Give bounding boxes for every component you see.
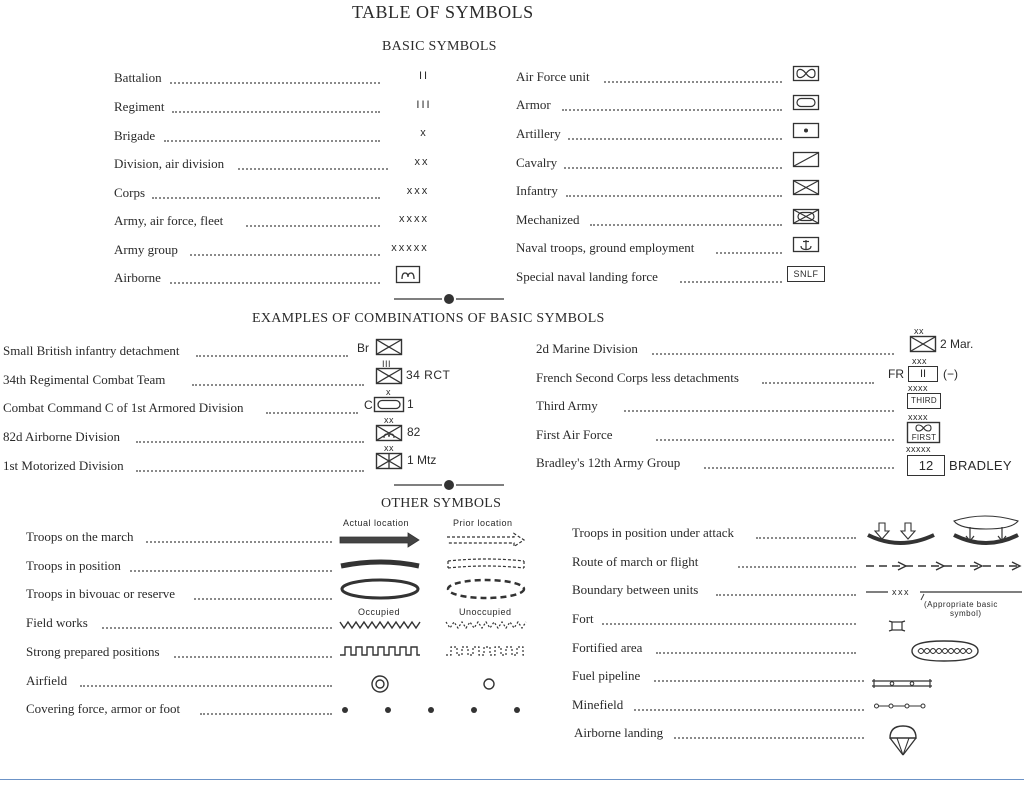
- boundary-note-line-1: (Appropriate basic: [924, 600, 998, 609]
- corps-symbol: xxx: [406, 185, 430, 197]
- combo-text-cc: 1: [407, 397, 414, 411]
- other-label-field-works: Field works: [26, 615, 88, 630]
- combo-echelon-bradley: xxxxx: [906, 444, 931, 454]
- army-group-symbol: xxxxx: [391, 242, 429, 254]
- other-label-airborne-landing: Airborne landing: [574, 725, 664, 740]
- basic-label-snlf: Special naval landing force: [516, 269, 658, 284]
- combo-label-motorized: 1st Motorized Division: [3, 458, 124, 473]
- combo-inner-french: II: [908, 366, 938, 382]
- combo-label-first-af: First Air Force: [536, 427, 613, 442]
- combo-inner-bradley: 12: [907, 455, 945, 476]
- mechanized-icon: [793, 209, 819, 225]
- basic-label-corps: Corps: [114, 185, 146, 200]
- combo-text-bradley: BRADLEY: [949, 458, 1012, 473]
- combo-echelon-cc: x: [386, 387, 391, 397]
- combo-inner-third: THIRD: [907, 393, 941, 409]
- col-occupied: Occupied: [358, 607, 401, 617]
- snlf-symbol: SNLF: [787, 266, 825, 282]
- combo-echelon-marine: xx: [914, 326, 924, 336]
- bivouac-actual-icon: [340, 578, 420, 600]
- combo-prefix-br: Br: [357, 341, 369, 355]
- fuel-pipeline-icon: [872, 678, 934, 690]
- other-label-covering-force: Covering force, armor or foot: [26, 701, 181, 716]
- bivouac-prior-icon: [446, 578, 526, 600]
- combo-echelon-mtz: xx: [384, 443, 394, 453]
- other-label-fort: Fort: [572, 611, 594, 626]
- marine-infantry-icon: [910, 336, 936, 353]
- section-divider-2: [394, 478, 504, 492]
- basic-label-armor: Armor: [516, 97, 551, 112]
- col-prior-location: Prior location: [453, 518, 513, 528]
- col-unoccupied: Unoccupied: [459, 607, 512, 617]
- position-prior-icon: [446, 557, 526, 571]
- airborne-infantry-icon: [376, 425, 402, 442]
- route-of-march-icon: [866, 560, 1020, 572]
- combo-text-mtz: 1 Mtz: [407, 453, 437, 467]
- basic-label-artillery: Artillery: [516, 126, 561, 141]
- other-label-bivouac: Troops in bivouac or reserve: [26, 586, 175, 601]
- combo-echelon-82: xx: [384, 415, 394, 425]
- combo-echelon-french: xxx: [912, 356, 927, 366]
- basic-label-army-group: Army group: [114, 242, 178, 257]
- infantry-icon: [793, 180, 819, 196]
- combo-prefix-fr: FR: [888, 367, 904, 381]
- under-attack-icon: [862, 517, 1022, 551]
- airfield-unoccupied-icon: [479, 674, 499, 694]
- basic-label-cavalry: Cavalry: [516, 155, 558, 170]
- airborne-icon: [396, 266, 420, 284]
- basic-label-division: Division, air division: [114, 156, 225, 171]
- combat-command-armor-icon: [374, 397, 404, 413]
- march-actual-arrow-icon: [340, 533, 420, 547]
- combo-text-marine: 2 Mar.: [940, 337, 974, 351]
- other-label-boundary: Boundary between units: [572, 582, 699, 597]
- other-label-fuel-pipeline: Fuel pipeline: [572, 668, 641, 683]
- regiment-symbol: III: [416, 99, 432, 111]
- covering-force-dots-icon: [340, 704, 526, 716]
- combo-echelon-third: xxxx: [908, 383, 928, 393]
- combo-echelon-rct: III: [382, 359, 392, 369]
- basic-label-naval: Naval troops, ground employment: [516, 240, 695, 255]
- march-prior-arrow-icon: [446, 533, 526, 547]
- combo-inner-first: FIRST: [911, 433, 937, 442]
- rct-infantry-icon: [376, 368, 402, 385]
- col-actual-location: Actual location: [343, 518, 410, 528]
- combo-text-french: (−): [943, 367, 958, 381]
- division-symbol: xx: [414, 156, 430, 168]
- airfield-occupied-icon: [370, 674, 390, 694]
- combo-label-british: Small British infantry detachment: [3, 343, 180, 358]
- combo-text-82: 82: [407, 425, 421, 439]
- basic-label-infantry: Infantry: [516, 183, 558, 198]
- fort-icon: [888, 618, 906, 634]
- other-label-airfield: Airfield: [26, 673, 68, 688]
- basic-label-regiment: Regiment: [114, 99, 165, 114]
- minefield-icon: [874, 701, 926, 711]
- other-label-strong-positions: Strong prepared positions: [26, 644, 160, 659]
- section-divider: [394, 292, 504, 306]
- other-label-minefield: Minefield: [572, 697, 624, 712]
- british-infantry-icon: [376, 339, 402, 356]
- other-label-under-attack: Troops in position under attack: [572, 525, 735, 540]
- other-label-fortified-area: Fortified area: [572, 640, 643, 655]
- field-works-occupied-icon: [340, 620, 420, 630]
- other-label-march: Troops on the march: [26, 529, 134, 544]
- basic-label-airborne: Airborne: [114, 270, 161, 285]
- combo-label-airborne-div: 82d Airborne Division: [3, 429, 120, 444]
- other-symbols-heading: OTHER SYMBOLS: [381, 496, 502, 511]
- combo-label-bradley: Bradley's 12th Army Group: [536, 455, 681, 470]
- boundary-note-line-2: symbol): [950, 609, 982, 618]
- combinations-heading: EXAMPLES OF COMBINATIONS OF BASIC SYMBOLS: [252, 311, 605, 326]
- basic-label-air-force: Air Force unit: [516, 69, 590, 84]
- artillery-icon: [793, 123, 819, 139]
- strong-position-occupied-icon: [340, 645, 420, 657]
- basic-label-army: Army, air force, fleet: [114, 213, 224, 228]
- armor-icon: [793, 95, 819, 111]
- airborne-landing-parachute-icon: [887, 722, 919, 758]
- combo-label-third-army: Third Army: [536, 398, 598, 413]
- brigade-symbol: x: [420, 127, 428, 139]
- other-label-position: Troops in position: [26, 558, 121, 573]
- combo-label-marine: 2d Marine Division: [536, 341, 638, 356]
- fortified-area-icon: [908, 638, 982, 664]
- basic-label-battalion: Battalion: [114, 70, 162, 85]
- strong-position-unoccupied-icon: [446, 645, 526, 657]
- cavalry-icon: [793, 152, 819, 168]
- combo-label-rct: 34th Regimental Combat Team: [3, 372, 166, 387]
- naval-icon: [793, 237, 819, 253]
- motorized-infantry-icon: [376, 453, 402, 470]
- page-bottom-rule: [0, 779, 1024, 780]
- combo-echelon-first: xxxx: [908, 412, 928, 422]
- other-label-route: Route of march or flight: [572, 554, 699, 569]
- basic-label-mechanized: Mechanized: [516, 212, 580, 227]
- page-title: TABLE OF SYMBOLS: [352, 2, 534, 22]
- combo-text-rct: 34 RCT: [406, 368, 451, 382]
- battalion-symbol: II: [418, 70, 430, 82]
- basic-symbols-heading: BASIC SYMBOLS: [382, 39, 497, 54]
- field-works-unoccupied-icon: [446, 620, 526, 630]
- boundary-echelon: xxx: [892, 587, 910, 597]
- position-actual-icon: [340, 557, 420, 571]
- army-symbol: xxxx: [399, 213, 429, 225]
- combo-label-french: French Second Corps less detachments: [536, 370, 739, 385]
- combo-label-combat-command: Combat Command C of 1st Armored Division: [3, 400, 244, 415]
- combo-prefix-c: C: [364, 398, 373, 412]
- basic-label-brigade: Brigade: [114, 128, 156, 143]
- air-force-icon: [793, 66, 819, 82]
